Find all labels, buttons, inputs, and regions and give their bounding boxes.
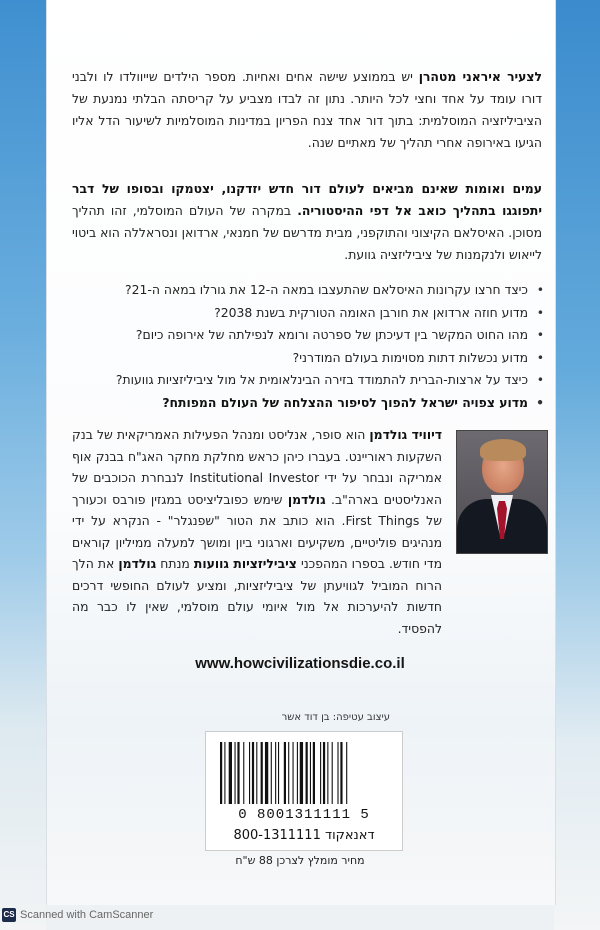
question-item: • מדוע צפויה ישראל להפוך לסיפור ההצלחה של העולם המפותח? — [70, 392, 546, 415]
bio-text-4: את הלך הרוח המוביל לגוויעתן של ציביליזציות, ומציע לעולם החופשי דרכים חדשות להיערכות אל מול איומי עולם מוסלמי, שאין לו כבר מה להפסיד. — [72, 556, 442, 636]
bio-text-2: שימש כפובליציסט במגזין פורבס וכעורך של First Things. הוא כותב את הטור "שפנגלר" - הנקרא על ידי מנהיגים פוליטיים, משקיעים וארגוני ביון ומושך למעלה ממיליון קוראים מדי חודש. בספרו המהפכני — [72, 491, 442, 571]
author-bio — [72, 424, 442, 639]
second-lead: עמים ואומות שאינם מביאים לעולם דור חדש יזדקנו, יצטמקו ובסופו של דבר יתפוגגו בתהליך כואב אל דפי ההיסטוריה. — [72, 181, 542, 218]
barcode-sku: דאנאקוד 800-1311111 — [233, 828, 375, 843]
bio-text-3: מנתח — [156, 556, 194, 571]
second-text: במקרה של העולם המוסלמי, זהו תהליך מסוכן. האיסלאם הקיצוני והתוקפני, מבית מדרשם של חמנאי, ארדואן ונסראללה הוא ביטוי לייאוש ולנקמנות של ציביליזציה גוועת. — [72, 203, 542, 262]
barcode — [205, 731, 403, 851]
cover-design-credit: עיצוב עטיפה: בן דוד אשר — [281, 712, 390, 723]
author-name: דיוויד גולדמן — [369, 427, 443, 442]
bio-text-1: הוא סופר, אנליסט ומנהל הפעילות האמריקאית של בנק השקעות ראוריינט. בעברו כיהן כראש מחלקת מחקר האג"ח בבנק אוף אמריקה ונבחר על ידי Institutional Investor לנבחרת הכוכבים של האנליסטים בארה"ב. — [72, 427, 442, 507]
question-item: • מדוע חוזה ארדואן את חורבן האומה הטורקית בשנת 2038? — [70, 302, 546, 325]
intro-text: יש בממוצע שישה אחים ואחיות. מספר הילדים שייוולדו לו ולבני דורו עומד על אחד וחצי לכל היותר. נתון זה לבדו מצביע על קריסתה הבלתי נמנעת של הציביליזציה המוסלמית: בתוך דור אחד צנח הפריון במדינות המוסלמיות לשיעור הדל אליו הגיעו באירופה אחרי תהליך של מאתיים שנה. — [72, 69, 542, 150]
barcode-number: 0 8001311111 5 — [238, 807, 370, 823]
barcode-bars — [220, 742, 388, 804]
author-surname: גולדמן — [287, 491, 326, 507]
author-photo — [456, 430, 548, 554]
book-title: ציביליזציות גוועות — [193, 556, 297, 571]
author-surname-2: גולדמן — [118, 556, 157, 571]
question-item: • כיצד חרצו עקרונות האיסלאם שהתעצבו במאה ה-12 את גורלו במאה ה-21? — [70, 279, 546, 302]
question-item: • מדוע נכשלות דתות מסוימות בעולם המודרני? — [70, 347, 546, 370]
scanner-watermark — [2, 908, 153, 922]
camscanner-logo: CS — [2, 908, 16, 922]
intro-paragraph — [72, 66, 542, 154]
question-item: • כיצד על ארצות-הברית להתמודד בזירה הבינלאומית אל מול ציביליזציות גוועות? — [70, 369, 546, 392]
second-paragraph — [72, 178, 542, 266]
website-url[interactable]: www.howcivilizationsdie.co.il — [195, 655, 405, 672]
question-item: • מהו החוט המקשר בין דעיכתן של ספרטה ורומא לנפילתה של אירופה כיום? — [70, 324, 546, 347]
cover-edge-right — [554, 0, 600, 930]
questions-list — [70, 279, 546, 414]
intro-lead: לצעיר איראני מטהרן — [418, 69, 543, 84]
cover-edge-left — [0, 0, 46, 930]
price-note: מחיר מומלץ לצרכן 88 ש"ח — [235, 854, 365, 867]
scanner-text: Scanned with CamScanner — [20, 909, 154, 921]
